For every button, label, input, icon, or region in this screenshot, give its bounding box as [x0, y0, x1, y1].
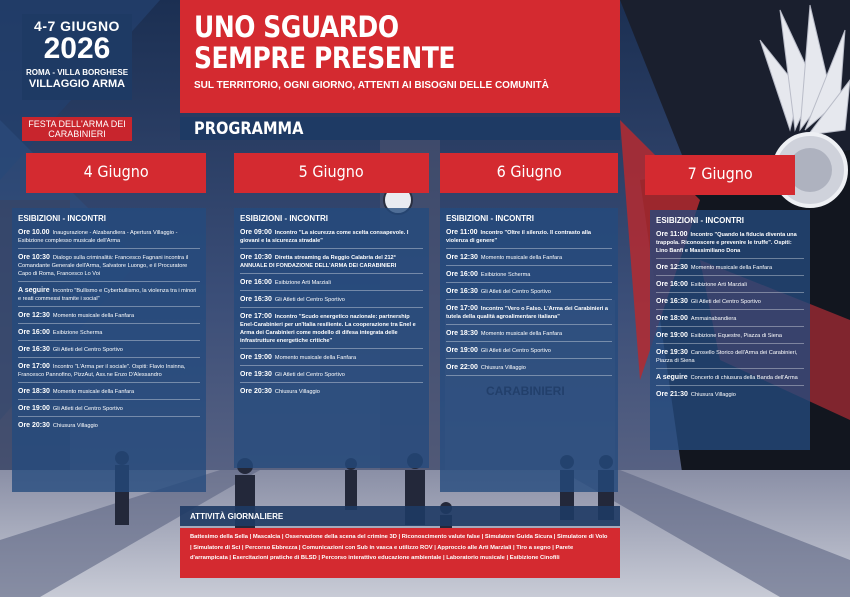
event-time: Ore 16:30 — [446, 288, 478, 295]
event-text: Incontro "Vero o Falso. L'Arma dei Carabinieri a tutela della qualità agroalimentare italiana" — [446, 306, 608, 320]
event-item — [240, 313, 423, 349]
section-heading: ESIBIZIONI - INCONTRI — [446, 214, 534, 223]
event-item — [18, 254, 200, 282]
title-banner — [180, 0, 620, 113]
event-text: Gli Atleti del Centro Sportivo — [52, 347, 123, 353]
attivita-list: Battesimo della Sella | Mascalcia | Osservazione della scena del crimine 3D | Riconoscimento valute false | Simulatore Guida Sicura | Simulatore di Volo | Simulatore di Sci | Percorso Ebbrezza | Comunicazioni con Sub in vasca e utilizzo ROV | Approccio alle Arti Marziali | Tiro a segno | Parete d'arrampicata | Esercitazioni pratiche di BLSD | Percorso interattivo educazione ambientale | Laboratorio musicale | Esibizione Cinofili — [180, 528, 620, 578]
event-text: Incontro "Quando la fiducia diventa una trappola. Riconoscere e prevenire le truffe". Ospiti: Lino Banfi e Massimiliano Dona — [656, 232, 797, 254]
event-text: Incontro "L'Arma per il sociale". Ospiti: Flavio Insinna, Francesco Pannofino, PizzAut, Ass.ne Enzo D'Alessandro — [18, 364, 186, 378]
event-item — [446, 330, 612, 342]
event-time: Ore 17:00 — [18, 363, 50, 370]
event-time: Ore 19:00 — [656, 332, 688, 339]
event-time: Ore 19:00 — [18, 405, 50, 412]
event-venue: VILLAGGIO ARMA — [28, 78, 126, 90]
event-item — [240, 388, 423, 399]
event-time: Ore 18:30 — [18, 388, 50, 395]
event-text: Incontro "Oltre il silenzio. Il contrasto alla violenza di genere" — [446, 230, 592, 244]
event-item — [18, 312, 200, 324]
event-item — [18, 229, 200, 249]
event-time: Ore 19:00 — [446, 347, 478, 354]
event-item — [656, 374, 804, 386]
event-text: Chiusura Villaggio — [480, 365, 526, 371]
event-time: Ore 10:30 — [240, 254, 272, 261]
event-location: ROMA - VILLA BORGHESE — [25, 68, 129, 77]
event-text: Gli Atleti del Centro Sportivo — [690, 299, 761, 305]
event-time: Ore 22:00 — [446, 364, 478, 371]
event-text: Momento musicale della Fanfara — [480, 331, 563, 337]
event-item — [18, 363, 200, 383]
event-item — [240, 229, 423, 249]
event-item — [446, 229, 612, 249]
event-item — [18, 422, 200, 433]
event-item — [240, 354, 423, 366]
event-item — [656, 332, 804, 344]
day-label: 7 Giugno — [687, 164, 753, 183]
event-time: Ore 17:00 — [240, 313, 272, 320]
event-item — [446, 305, 612, 325]
event-time: Ore 19:00 — [240, 354, 272, 361]
event-text: Ammainabandiera — [690, 316, 737, 322]
event-time: Ore 09:00 — [240, 229, 272, 236]
event-item — [240, 296, 423, 308]
section-heading: ESIBIZIONI - INCONTRI — [240, 214, 328, 223]
event-time: Ore 20:30 — [18, 422, 50, 429]
event-item — [656, 281, 804, 293]
event-time: Ore 12:30 — [446, 254, 478, 261]
event-text: Esibizione Equestre, Piazza di Siena — [690, 333, 783, 339]
event-text: Esibizione Arti Marziali — [274, 280, 331, 286]
day-header-4 — [26, 153, 206, 193]
event-item — [18, 346, 200, 358]
event-time: Ore 17:00 — [446, 305, 478, 312]
event-text: Incontro "Scudo energetico nazionale: partnership Enel-Carabinieri per un'Italia resiliente. La cooperazione tra Enel e Arma dei Carabinieri come modello di difesa integrata delle infrastrutture energetiche critiche" — [240, 314, 416, 344]
event-text: Esibizione Scherma — [480, 272, 531, 278]
event-text: Concerto di chiusura della Banda dell'Arma — [690, 375, 798, 381]
event-item — [446, 254, 612, 266]
event-time: Ore 18:30 — [446, 330, 478, 337]
event-time: Ore 16:30 — [18, 346, 50, 353]
event-time: Ore 11:00 — [446, 229, 478, 236]
event-time: Ore 10.00 — [18, 229, 50, 236]
event-time: Ore 16:30 — [656, 298, 688, 305]
event-text: Dialogo sulla criminalità: Francesco Fagnani incontra il Comandante Generale dell'Arma, Salvatore Luongo, e il Procuratore Capo di Roma, Francesco Lo Voi — [18, 255, 189, 277]
event-item — [18, 287, 200, 307]
event-text: Carosello Storico dell'Arma dei Carabinieri, Piazza di Siena — [656, 350, 798, 364]
title-line-1: UNO SGUARDO — [194, 10, 399, 44]
day-header-6 — [440, 153, 618, 193]
event-text: Diretta streaming da Reggio Calabria del 212° ANNUALE DI FONDAZIONE DELL'ARMA DEI CARABINIERI — [240, 255, 397, 269]
event-text: Gli Atleti del Centro Sportivo — [480, 348, 551, 354]
festa-label: FESTA DELL'ARMA DEI CARABINIERI — [22, 117, 132, 141]
event-item — [656, 315, 804, 327]
day-header-5 — [234, 153, 429, 193]
day-label: 5 Giugno — [298, 162, 365, 181]
carabinieri-sign: CARABINIERI — [486, 384, 565, 398]
event-item — [656, 391, 804, 402]
event-time: Ore 16:00 — [656, 281, 688, 288]
event-time: Ore 20:30 — [240, 388, 272, 395]
event-text: Momento musicale della Fanfara — [52, 389, 135, 395]
event-time: Ore 11:00 — [656, 231, 688, 238]
event-item — [240, 371, 423, 383]
event-text: Chiusura Villaggio — [52, 423, 98, 429]
event-item — [240, 254, 423, 274]
event-item — [446, 347, 612, 359]
event-time: Ore 16:00 — [240, 279, 272, 286]
attivita-heading: ATTIVITÀ GIORNALIERE — [180, 506, 620, 526]
event-item — [240, 279, 423, 291]
event-time: A seguire — [18, 287, 50, 294]
section-heading: ESIBIZIONI - INCONTRI — [18, 214, 106, 223]
event-item — [18, 405, 200, 417]
event-time: Ore 18:00 — [656, 315, 688, 322]
event-item — [656, 231, 804, 259]
day-column-4 — [12, 208, 206, 492]
event-item — [656, 349, 804, 369]
event-text: Chiusura Villaggio — [274, 389, 320, 395]
event-time: Ore 12:30 — [656, 264, 688, 271]
event-time: Ore 12:30 — [18, 312, 50, 319]
event-year: 2026 — [43, 32, 111, 65]
event-item — [656, 264, 804, 276]
day-header-7 — [645, 155, 795, 195]
event-text: Gli Atleti del Centro Sportivo — [274, 297, 345, 303]
event-time: Ore 16:00 — [446, 271, 478, 278]
event-time: Ore 16:30 — [240, 296, 272, 303]
event-text: Incontro "Bullismo e Cyberbullismo, la violenza tra i minori e reati commessi tramite i social" — [18, 288, 197, 302]
event-text: Gli Atleti del Centro Sportivo — [52, 406, 123, 412]
event-time: Ore 21:30 — [656, 391, 688, 398]
event-text: Momento musicale della Fanfara — [480, 255, 563, 261]
event-text: Momento musicale della Fanfara — [690, 265, 773, 271]
day-column-7 — [650, 210, 810, 450]
section-heading: ESIBIZIONI - INCONTRI — [656, 216, 744, 225]
subtitle: SUL TERRITORIO, OGNI GIORNO, ATTENTI AI BISOGNI DELLE COMUNITÀ — [194, 80, 549, 91]
event-dates: 4-7 GIUGNO — [34, 18, 120, 34]
event-time: Ore 16:00 — [18, 329, 50, 336]
event-item — [446, 288, 612, 300]
event-item — [18, 329, 200, 341]
day-label: 4 Giugno — [83, 162, 149, 181]
event-item — [18, 388, 200, 400]
event-item — [446, 364, 612, 376]
event-text: Inaugurazione - Alzabandiera - Apertura Villaggio - Esibizione complesso musicale dell'Arma — [18, 230, 178, 244]
event-text: Momento musicale della Fanfara — [52, 313, 135, 319]
event-text: Gli Atleti del Centro Sportivo — [274, 372, 345, 378]
event-text: Gli Atleti del Centro Sportivo — [480, 289, 551, 295]
day-column-6 — [440, 208, 618, 492]
event-text: Momento musicale della Fanfara — [274, 355, 357, 361]
event-time: A seguire — [656, 374, 688, 381]
event-time: Ore 19:30 — [240, 371, 272, 378]
day-label: 6 Giugno — [496, 162, 562, 181]
programma-bar — [180, 117, 620, 140]
event-item — [446, 271, 612, 283]
event-time: Ore 19:30 — [656, 349, 688, 356]
day-column-5 — [234, 208, 429, 468]
event-date-box — [22, 14, 132, 100]
event-text: Esibizione Arti Marziali — [690, 282, 747, 288]
title-line-2: SEMPRE PRESENTE — [194, 41, 456, 75]
event-text: Esibizione Scherma — [52, 330, 103, 336]
event-item — [656, 298, 804, 310]
event-time: Ore 10:30 — [18, 254, 50, 261]
event-text: Incontro "La sicurezza come scelta consapevole. I giovani e la sicurezza stradale" — [240, 230, 409, 244]
programma-heading: PROGRAMMA — [194, 119, 304, 139]
event-text: Chiusura Villaggio — [690, 392, 736, 398]
